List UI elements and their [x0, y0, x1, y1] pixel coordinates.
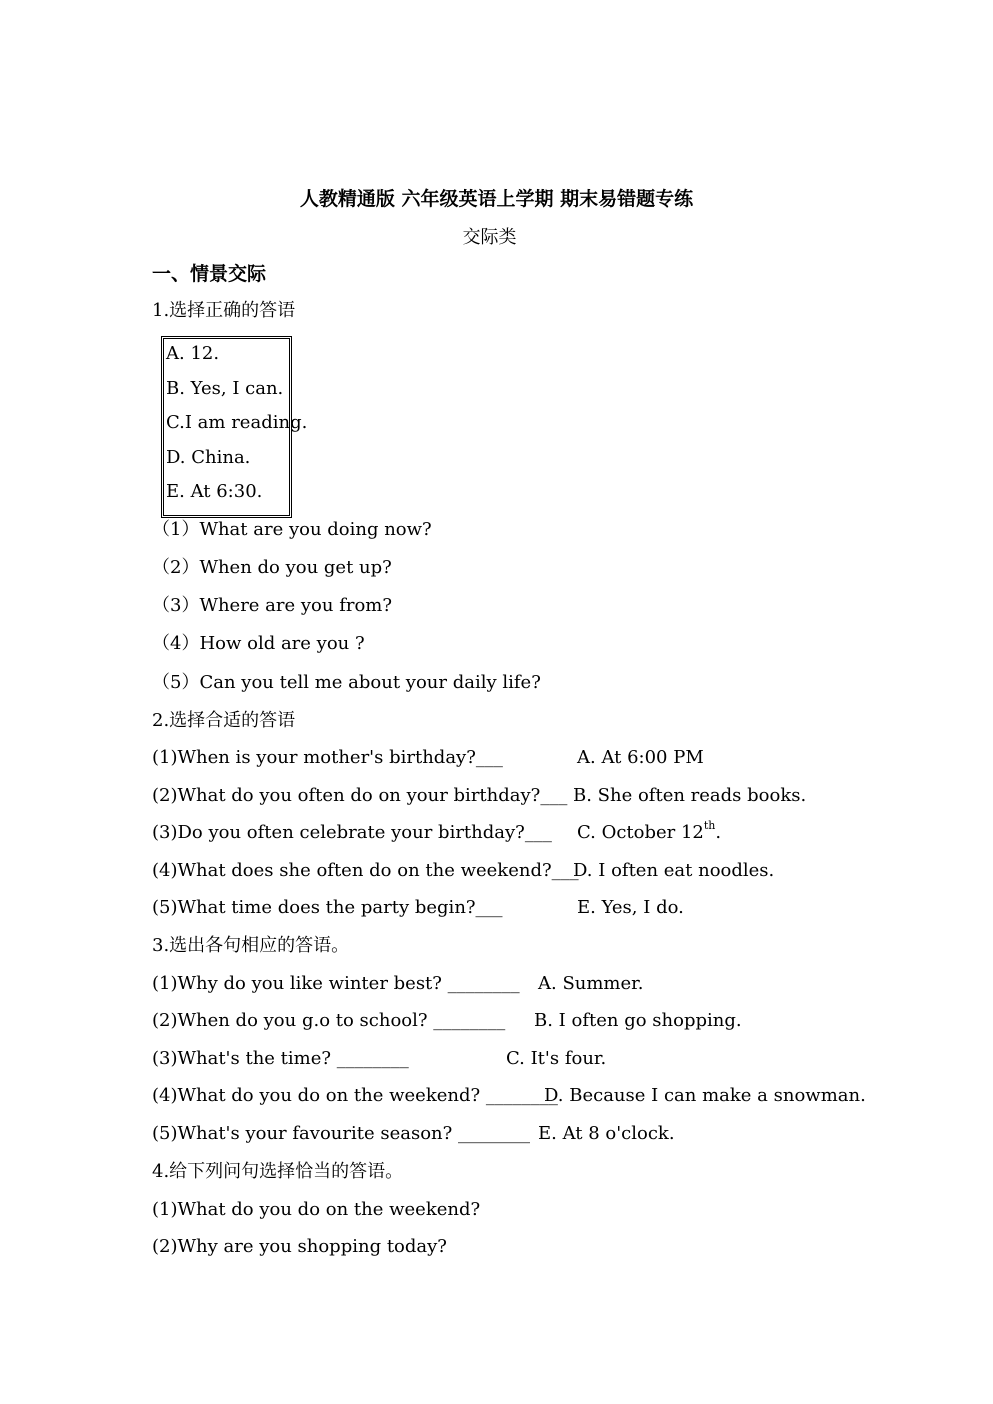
q2-question-1: (1)When is your mother's birthday?___ — [152, 747, 503, 768]
q2-heading: 2.选择合适的答语 — [152, 710, 296, 731]
q1-item-3: （3）Where are you from? — [152, 595, 393, 616]
q1-options-box — [161, 336, 308, 518]
q2-answer-c — [577, 819, 722, 844]
q2-answer-c-end: . — [715, 822, 722, 843]
q2-answer-b: B. She often reads books. — [573, 785, 807, 806]
q1-option-d: D. China. — [166, 447, 251, 468]
q4-heading: 4.给下列问句选择恰当的答语。 — [152, 1161, 404, 1182]
q3-answer-d: D. Because I can make a snowman. — [544, 1085, 866, 1106]
q3-answer-c: C. It's four. — [506, 1048, 607, 1069]
q2-question-3: (3)Do you often celebrate your birthday?___ — [152, 822, 552, 843]
q3-question-4: (4)What do you do on the weekend? ________ — [152, 1085, 558, 1106]
q2-answer-c-text: C. October 12 — [577, 822, 704, 843]
q1-item-2: （2）When do you get up? — [152, 557, 392, 578]
q3-question-3: (3)What's the time? ________ — [152, 1048, 409, 1069]
q2-question-2: (2)What do you often do on your birthday?___ — [152, 785, 568, 806]
q1-item-1: （1）What are you doing now? — [152, 519, 432, 540]
q1-option-c: C.I am reading. — [166, 412, 308, 433]
q4-item-1: (1)What do you do on the weekend? — [152, 1199, 481, 1220]
q4-item-2: (2)Why are you shopping today? — [152, 1236, 447, 1257]
q2-answer-e: E. Yes, I do. — [577, 897, 684, 918]
q1-option-e: E. At 6:30. — [166, 481, 263, 502]
q1-option-b: B. Yes, I can. — [166, 378, 284, 399]
q3-answer-b: B. I often go shopping. — [534, 1010, 742, 1031]
q3-answer-e: E. At 8 o'clock. — [538, 1123, 675, 1144]
q2-question-5: (5)What time does the party begin?___ — [152, 897, 503, 918]
q2-answer-d: D. I often eat noodles. — [573, 860, 775, 881]
q3-answer-a: A. Summer. — [538, 973, 644, 994]
q2-answer-a: A. At 6:00 PM — [577, 747, 704, 768]
q3-question-2: (2)When do you g.o to school? ________ — [152, 1010, 506, 1031]
q1-item-5: （5）Can you tell me about your daily life? — [152, 672, 541, 693]
document-title: 人教精通版 六年级英语上学期 期末易错题专练 — [299, 188, 694, 210]
q1-heading: 1.选择正确的答语 — [152, 300, 296, 321]
q3-question-1: (1)Why do you like winter best? ________ — [152, 973, 520, 994]
q1-option-a: A. 12. — [166, 343, 220, 364]
q3-question-5: (5)What's your favourite season? ________ — [152, 1123, 531, 1144]
q2-question-4: (4)What does she often do on the weekend?___ — [152, 860, 579, 881]
document-subtitle: 交际类 — [462, 227, 517, 248]
q1-item-4: （4）How old are you ? — [152, 633, 365, 654]
section-heading: 一、情景交际 — [152, 263, 267, 285]
q2-answer-c-sup: th — [703, 819, 716, 832]
q3-heading: 3.选出各句相应的答语。 — [152, 935, 350, 956]
